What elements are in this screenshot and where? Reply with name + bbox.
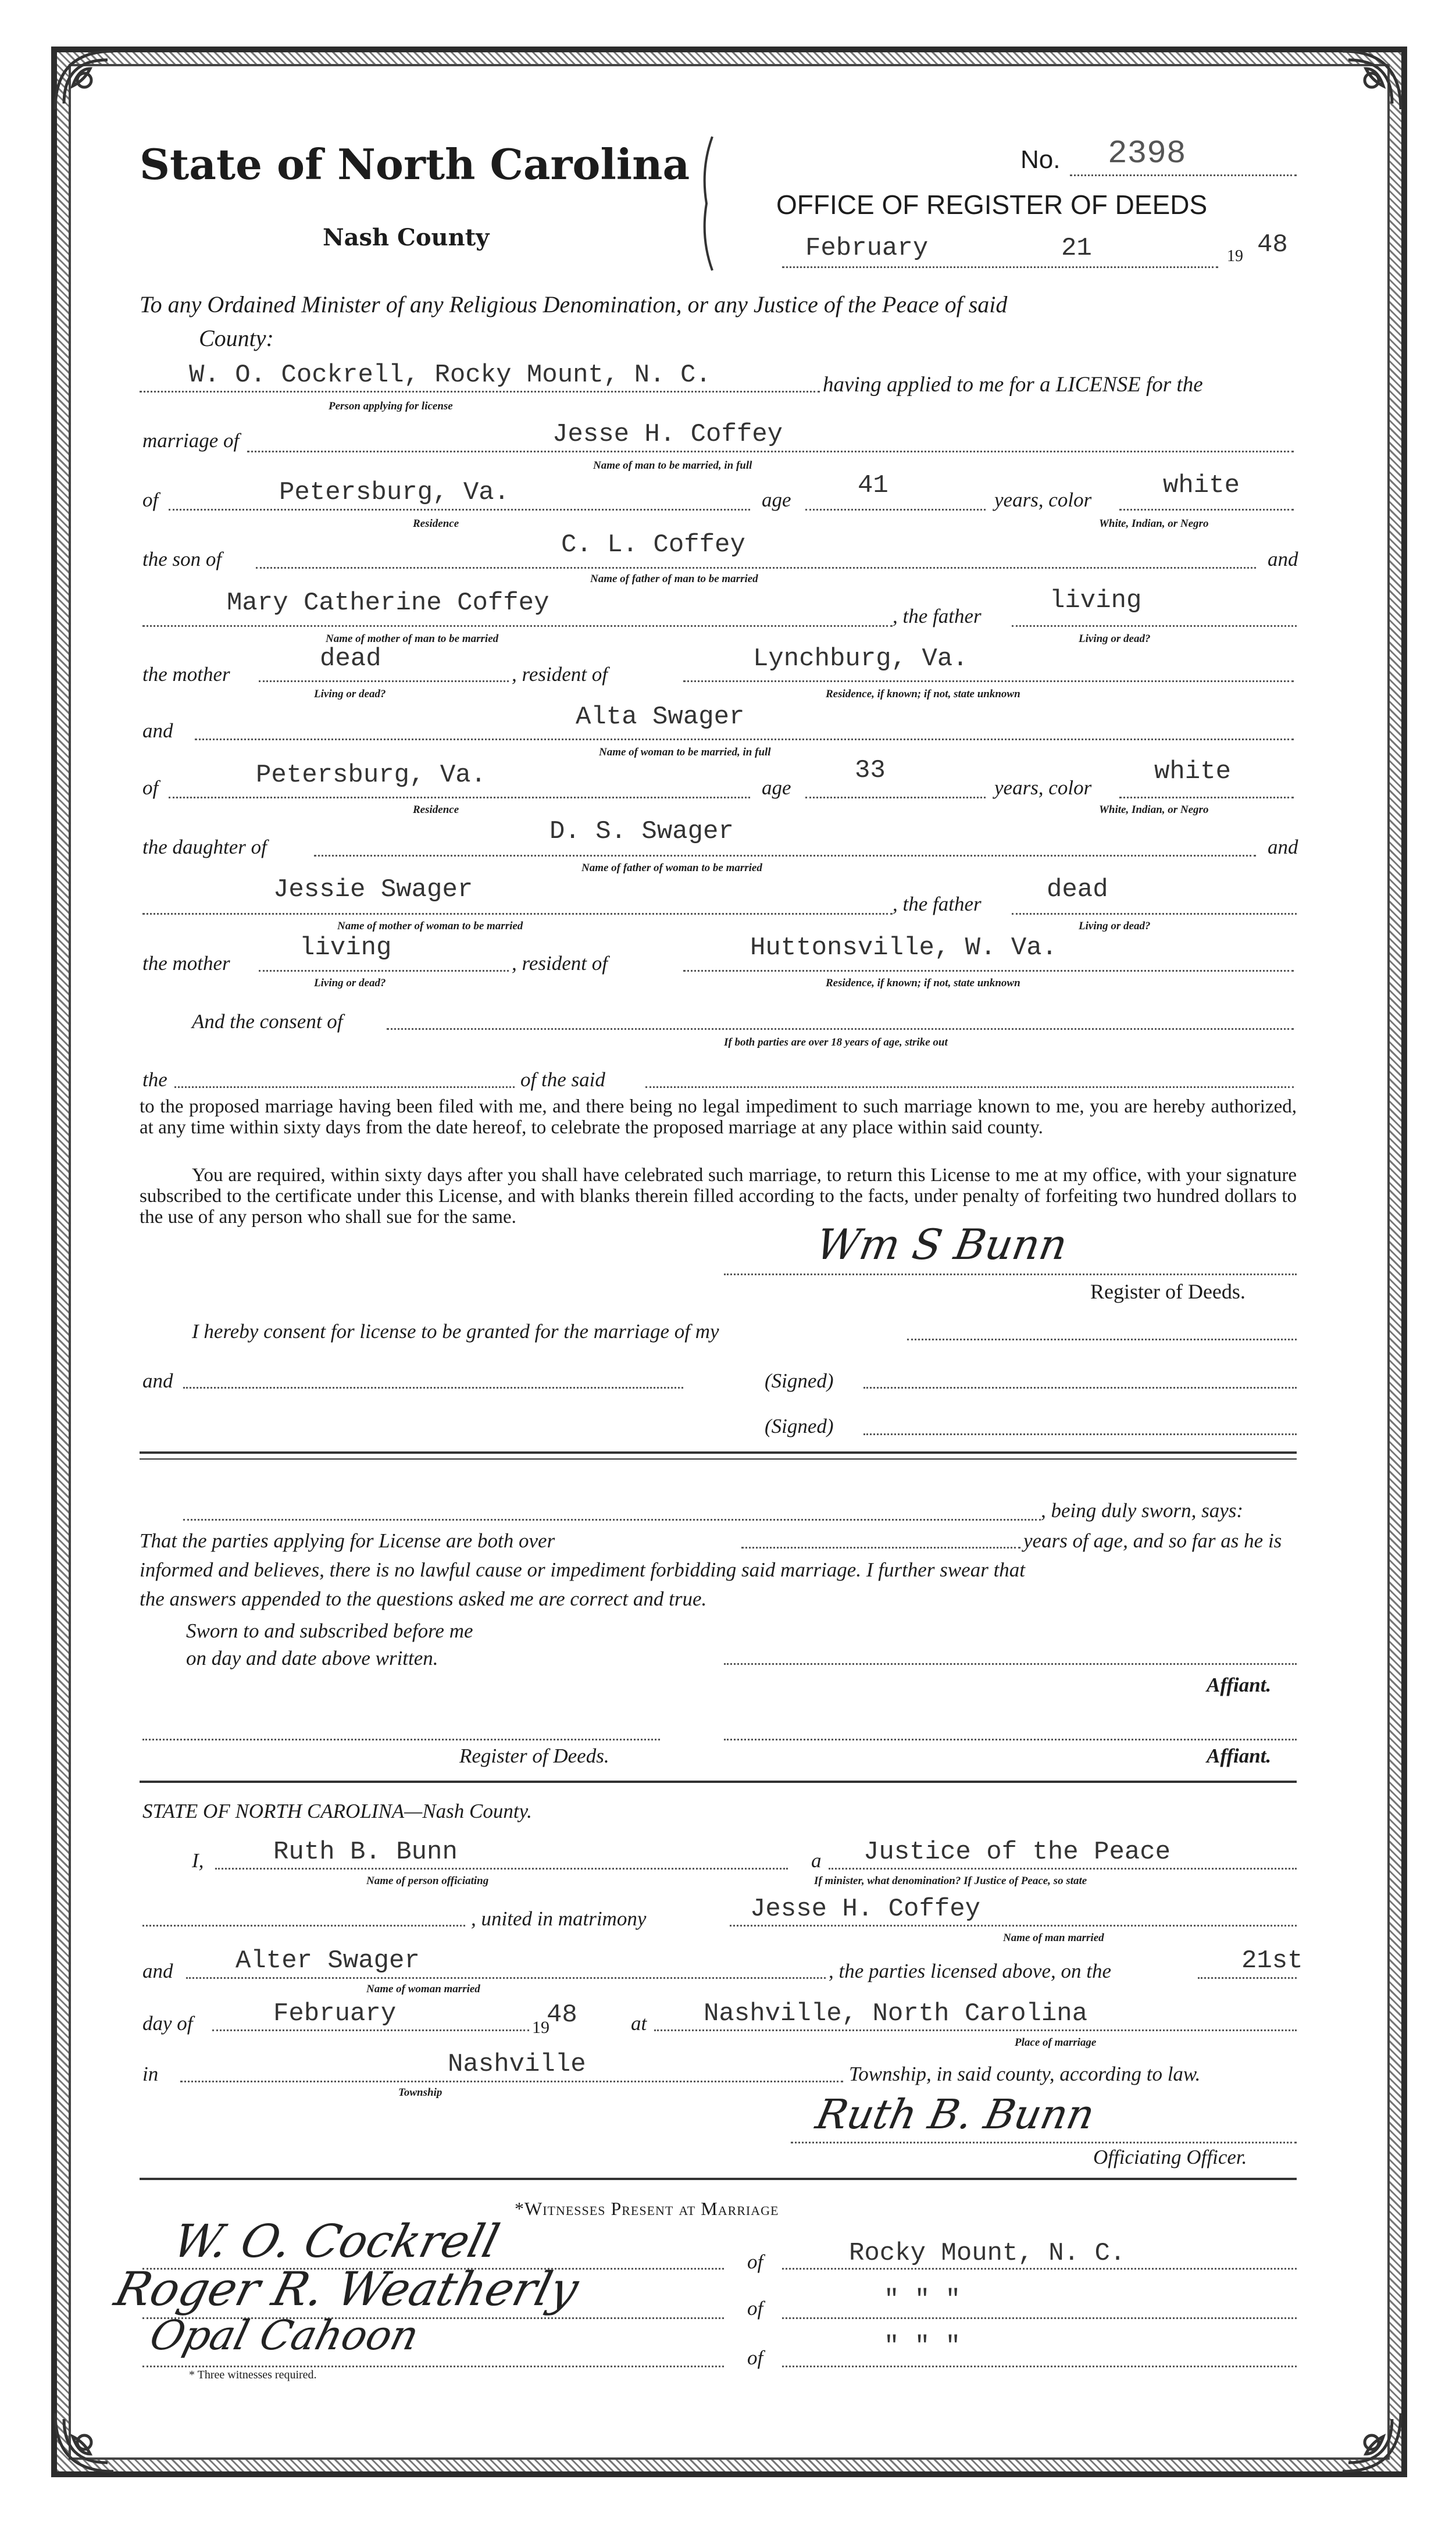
witness-2-place-line bbox=[782, 2317, 1297, 2319]
man-name-caption: Name of man to be married, in full bbox=[593, 459, 752, 472]
parties-label: , the parties licensed above, on the bbox=[829, 1960, 1111, 1982]
township-line bbox=[180, 2081, 843, 2082]
witness-1-signature: W. O. Cockrell bbox=[167, 2216, 505, 2268]
day-of-label: day of bbox=[142, 2012, 193, 2035]
age-label-2: age bbox=[762, 776, 791, 799]
certificate-man-name: Jesse H. Coffey bbox=[750, 1895, 981, 1924]
resident-of-label: , resident of bbox=[512, 663, 608, 686]
signed-line-2 bbox=[863, 1433, 1297, 1435]
daughter-of-label: the daughter of bbox=[142, 836, 267, 858]
affidavit-age-line bbox=[741, 1547, 1020, 1549]
resident-of-label-2: , resident of bbox=[512, 952, 608, 975]
corner-ornament-icon bbox=[49, 2407, 119, 2477]
years-color-label-2: years, color bbox=[994, 776, 1092, 799]
corner-ornament-icon bbox=[49, 45, 119, 115]
of-label: of bbox=[142, 488, 159, 511]
woman-name-caption: Name of woman to be married, in full bbox=[599, 746, 771, 758]
officiant-title-caption: If minister, what denomination? If Justice of Peace, so state bbox=[814, 1875, 1087, 1887]
certificate-day-line bbox=[1198, 1977, 1297, 1979]
man-mother-caption: Name of mother of man to be married bbox=[326, 633, 499, 645]
woman-name-line bbox=[195, 739, 1294, 740]
the-father-label-2: , the father bbox=[893, 893, 982, 915]
witnesses-heading: *Witnesses Present at Marriage bbox=[515, 2198, 779, 2219]
affiant-line-1 bbox=[724, 1663, 1297, 1665]
number-line bbox=[1070, 174, 1297, 176]
certificate-woman-caption: Name of woman married bbox=[366, 1983, 480, 1995]
man-mother: Mary Catherine Coffey bbox=[227, 588, 549, 618]
certificate-day: 21st bbox=[1241, 1946, 1303, 1975]
woman-parents-residence-line bbox=[683, 970, 1294, 972]
man-name: Jesse H. Coffey bbox=[552, 420, 783, 449]
woman-mother-caption: Name of mother of woman to be married bbox=[337, 920, 523, 932]
of-the-said-line bbox=[645, 1086, 1294, 1088]
officiating-officer-label: Officiating Officer. bbox=[1093, 2146, 1247, 2168]
the-line bbox=[174, 1086, 515, 1088]
residence-caption-2: Residence bbox=[413, 804, 459, 816]
residence-caption: Residence bbox=[413, 518, 459, 530]
certificate-month-line bbox=[212, 2029, 529, 2031]
authorization-paragraph: to the proposed marriage having been filed with me, and there being no legal impediment to such marriage known to me, you are hereby authorized, at any time within sixty days from the date hereof, to celebrate the proposed marriage at any place within said county. bbox=[140, 1096, 1297, 1138]
witness-3-place-line bbox=[782, 2366, 1297, 2367]
woman-residence-line bbox=[169, 797, 750, 798]
certificate-year-prefix: 19 bbox=[532, 2018, 549, 2037]
woman-age-line bbox=[805, 797, 986, 798]
and-label: and bbox=[1268, 548, 1298, 570]
certificate-woman-name: Alter Swager bbox=[235, 1946, 420, 1975]
consent-caption: If both parties are over 18 years of age, strike out bbox=[724, 1036, 948, 1048]
marriage-of-label: marriage of bbox=[142, 429, 240, 452]
section-divider-3 bbox=[140, 2178, 1297, 2180]
man-residence: Petersburg, Va. bbox=[279, 478, 510, 507]
witness-1-place-line bbox=[782, 2268, 1297, 2270]
living-dead-caption: Living or dead? bbox=[1079, 633, 1151, 645]
affiant-line-2 bbox=[724, 1739, 1297, 1740]
officiant-title: Justice of the Peace bbox=[863, 1838, 1171, 1867]
certificate-i-label: I, bbox=[192, 1849, 204, 1872]
the-father-label: , the father bbox=[893, 605, 982, 627]
man-parents-residence: Lynchburg, Va. bbox=[753, 644, 968, 673]
in-label: in bbox=[142, 2063, 159, 2085]
register-of-deeds-label: Register of Deeds. bbox=[1090, 1280, 1246, 1303]
of-label-2: of bbox=[142, 776, 159, 799]
witness-3-of-label: of bbox=[747, 2346, 763, 2369]
residence-known-caption: Residence, if known; if not, state unknown bbox=[826, 688, 1020, 700]
woman-mother-status-line bbox=[259, 970, 509, 972]
applicant-name: W. O. Cockrell, Rocky Mount, N. C. bbox=[189, 361, 711, 390]
woman-father-caption: Name of father of woman to be married bbox=[581, 862, 762, 874]
at-label: at bbox=[631, 2012, 647, 2035]
township-tail: Township, in said county, according to law. bbox=[849, 2063, 1201, 2085]
sworn-line-1: Sworn to and subscribed before me bbox=[186, 1619, 473, 1642]
register-affidavit-label: Register of Deeds. bbox=[459, 1745, 609, 1767]
man-age: 41 bbox=[858, 471, 888, 500]
signed-label-2: (Signed) bbox=[765, 1415, 834, 1437]
man-father-status: living bbox=[1050, 586, 1142, 615]
the-mother-label: the mother bbox=[142, 663, 230, 686]
of-the-said-label: of the said bbox=[520, 1068, 605, 1091]
consent-and-line bbox=[183, 1387, 683, 1389]
color-caption-2: White, Indian, or Negro bbox=[1099, 804, 1209, 816]
section-divider-2 bbox=[140, 1781, 1297, 1783]
license-number: 2398 bbox=[1108, 135, 1186, 172]
certificate-heading: STATE OF NORTH CAROLINA—Nash County. bbox=[142, 1800, 532, 1822]
corner-ornament-icon bbox=[1337, 2407, 1407, 2477]
officiant-signature-line bbox=[791, 2142, 1297, 2143]
witness-3-signature: Opal Cahoon bbox=[145, 2311, 424, 2359]
residence-known-caption-2: Residence, if known; if not, state unknown bbox=[826, 977, 1020, 989]
age-label: age bbox=[762, 488, 791, 511]
intro-line-2: County: bbox=[199, 325, 274, 351]
consent-of-label: And the consent of bbox=[192, 1010, 343, 1033]
woman-name: Alta Swager bbox=[576, 702, 745, 732]
certificate-man-line bbox=[730, 1925, 1297, 1927]
living-dead-caption-3: Living or dead? bbox=[1079, 920, 1151, 932]
man-father-line bbox=[256, 567, 1256, 569]
man-mother-line bbox=[142, 625, 893, 627]
consent-and-label: and bbox=[142, 1369, 173, 1392]
date-year-prefix: 19 bbox=[1227, 247, 1243, 265]
certificate-woman-line bbox=[186, 1977, 826, 1979]
applicant-caption: Person applying for license bbox=[329, 400, 453, 412]
intro-line-1: To any Ordained Minister of any Religious Denomination, or any Justice of the Peace of said bbox=[140, 291, 1008, 318]
state-title: State of North Carolina bbox=[140, 140, 690, 189]
man-father: C. L. Coffey bbox=[561, 530, 745, 559]
corner-ornament-icon bbox=[1337, 45, 1407, 115]
witness-2-of-label: of bbox=[747, 2297, 763, 2320]
date-year-suffix: 48 bbox=[1257, 230, 1288, 259]
officiant-name: Ruth B. Bunn bbox=[273, 1838, 458, 1867]
certificate-month: February bbox=[273, 1999, 397, 2028]
son-of-label: the son of bbox=[142, 548, 222, 570]
woman-father-line bbox=[314, 855, 1256, 857]
duly-sworn-label: , being duly sworn, says: bbox=[1041, 1499, 1244, 1522]
sworn-line-2: on day and date above written. bbox=[186, 1647, 438, 1670]
woman-mother-line bbox=[142, 913, 893, 915]
man-color: white bbox=[1163, 471, 1240, 500]
united-label: , united in matrimony bbox=[471, 1907, 647, 1930]
woman-parents-residence: Huttonsville, W. Va. bbox=[750, 933, 1058, 962]
date-day: 21 bbox=[1061, 234, 1092, 263]
woman-residence: Petersburg, Va. bbox=[256, 761, 487, 790]
requirement-paragraph: You are required, within sixty days after you shall have celebrated such marriage, to return this License to me at my office, with your signature subscribed to the certificate under this License, and with blanks therein filled according to the facts, under penalty of forfeiting two hundred dollars to the use of any person who shall sue for the same. bbox=[140, 1165, 1297, 1228]
place-caption: Place of marriage bbox=[1015, 2036, 1097, 2049]
woman-father-status-line bbox=[1012, 913, 1297, 915]
register-affidavit-line bbox=[142, 1739, 660, 1740]
township-caption: Township bbox=[398, 2086, 442, 2099]
woman-color: white bbox=[1154, 757, 1232, 786]
consent-line bbox=[907, 1339, 1297, 1340]
affidavit-line-2: informed and believes, there is no lawful cause or impediment forbidding said marriage. I further swear that bbox=[140, 1558, 1026, 1581]
living-dead-caption-2: Living or dead? bbox=[314, 688, 386, 700]
witness-3-place: " " " bbox=[884, 2332, 961, 2361]
witness-2-signature: Roger R. Weatherly bbox=[109, 2262, 584, 2316]
woman-father-status: dead bbox=[1047, 875, 1108, 904]
man-age-line bbox=[805, 509, 986, 511]
man-father-status-line bbox=[1012, 625, 1297, 627]
deponent-line bbox=[183, 1519, 1041, 1521]
officiant-caption: Name of person officiating bbox=[366, 1875, 489, 1887]
section-divider-1b bbox=[140, 1458, 1297, 1460]
consent-text: I hereby consent for license to be granted for the marriage of my bbox=[192, 1320, 719, 1343]
register-signature: Wm S Bunn bbox=[812, 1220, 1071, 1269]
and-label-2: and bbox=[142, 719, 173, 742]
certificate-man-caption: Name of man married bbox=[1003, 1932, 1104, 1944]
county-name: Nash County bbox=[323, 224, 490, 251]
affidavit-line-3: the answers appended to the questions asked me are correct and true. bbox=[140, 1588, 707, 1610]
the-mother-label-2: the mother bbox=[142, 952, 230, 975]
united-line-pre bbox=[142, 1925, 465, 1927]
man-father-caption: Name of father of man to be married bbox=[590, 573, 758, 585]
woman-mother: Jessie Swager bbox=[273, 875, 473, 904]
witness-1-of-label: of bbox=[747, 2250, 763, 2273]
witness-2-place: " " " bbox=[884, 2285, 961, 2314]
affidavit-line-1-tail: years of age, and so far as he is bbox=[1023, 1529, 1282, 1552]
certificate-year: 48 bbox=[547, 2000, 577, 2029]
witness-3-line bbox=[142, 2366, 724, 2367]
the-label: the bbox=[142, 1068, 167, 1091]
marriage-place-line bbox=[654, 2029, 1297, 2031]
signed-line-1 bbox=[863, 1387, 1297, 1389]
section-divider-1 bbox=[140, 1451, 1297, 1454]
certificate-and-label: and bbox=[142, 1960, 173, 1982]
woman-color-line bbox=[1119, 797, 1294, 798]
officiant-title-line bbox=[829, 1868, 1297, 1870]
marriage-place: Nashville, North Carolina bbox=[704, 1999, 1088, 2028]
woman-father: D. S. Swager bbox=[549, 817, 734, 846]
register-signature-line bbox=[724, 1274, 1297, 1275]
applicant-tail: having applied to me for a LICENSE for the bbox=[823, 373, 1203, 397]
man-parents-residence-line bbox=[683, 680, 1294, 682]
man-name-line bbox=[247, 451, 1294, 452]
date-month: February bbox=[805, 234, 929, 263]
years-color-label: years, color bbox=[994, 488, 1092, 511]
township-name: Nashville bbox=[448, 2050, 586, 2079]
woman-mother-status: living bbox=[299, 933, 392, 962]
man-color-line bbox=[1119, 509, 1294, 511]
header-brace-icon bbox=[695, 134, 718, 273]
officiant-line bbox=[215, 1868, 788, 1870]
a-label: a bbox=[811, 1849, 822, 1872]
date-line bbox=[782, 266, 1218, 268]
signed-label-1: (Signed) bbox=[765, 1369, 834, 1392]
consent-of-line bbox=[387, 1028, 1294, 1030]
woman-age: 33 bbox=[855, 756, 886, 785]
man-residence-line bbox=[169, 509, 750, 511]
witness-footnote: * Three witnesses required. bbox=[189, 2368, 317, 2381]
number-label: No. bbox=[1020, 145, 1061, 174]
affiant-label-1: Affiant. bbox=[1207, 1674, 1272, 1696]
affidavit-line-1: That the parties applying for License are both over bbox=[140, 1529, 555, 1552]
office-title: OFFICE OF REGISTER OF DEEDS bbox=[776, 190, 1208, 220]
color-caption: White, Indian, or Negro bbox=[1099, 518, 1209, 530]
officiant-signature: Ruth B. Bunn bbox=[812, 2091, 1099, 2138]
applicant-line bbox=[140, 391, 820, 393]
and-label-3: and bbox=[1268, 836, 1298, 858]
living-dead-caption-4: Living or dead? bbox=[314, 977, 386, 989]
affiant-label-2: Affiant. bbox=[1207, 1745, 1272, 1767]
man-mother-status: dead bbox=[320, 644, 381, 673]
witness-1-place: Rocky Mount, N. C. bbox=[849, 2239, 1126, 2268]
man-mother-status-line bbox=[259, 680, 509, 682]
